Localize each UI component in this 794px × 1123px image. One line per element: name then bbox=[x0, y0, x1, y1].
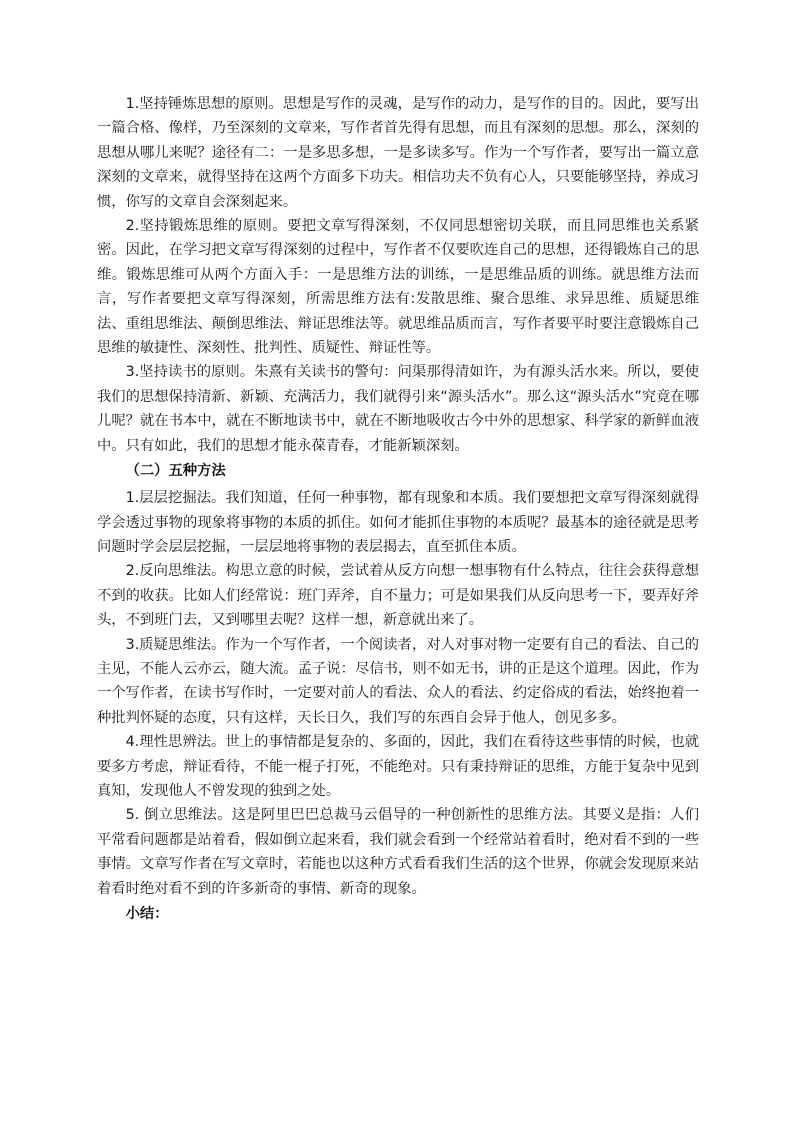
summary-label: 小结： bbox=[125, 906, 169, 922]
principle-paragraph-2: 2.坚持锻炼思维的原则。要把文章写得深刻，不仅同思想密切关联，而且同思维也关系紧密。因此，在学习把文章写得深刻的过程中，写作者不仅要吹连自己的思想，还得锻炼自己的思维。锻炼思维可从两个方面入手：一是思维方法的训练，一是思维品质的训练。就思维方法而言，写作者要把文章写得深刻，所需思维方法有:发散思维、聚合思维、求异思维、质疑思维法、重组思维法、颠倒思维法、辩证思维法等。就思维品质而言，写作者要平时要注意锻炼自己思维的敏捷性、深刻性、批判性、质疑性、辩证性等。 bbox=[97, 218, 699, 357]
method-paragraph-3: 3.质疑思维法。作为一个写作者，一个阅读者，对人对事对物一定要有自己的看法、自己的主见，不能人云亦云，随大流。孟子说：尽信书，则不如无书，讲的正是这个道理。因此，作为一个写作者，在读书写作时，一定要对前人的看法、众人的看法、约定俗成的看法，始终抱着一种批判怀疑的态度，只有这样，天长日久，我们写的东西自会异于他人，创见多多。 bbox=[97, 636, 699, 726]
method-paragraph-2: 2.反向思维法。构思立意的时候，尝试着从反方向想一想事物有什么特点，往往会获得意想不到的收获。比如人们经常说：班门弄斧，自不量力；可是如果我们从反向思考一下，要弄好斧头，不到班门去，又到哪里去呢？这样一想，新意就出来了。 bbox=[97, 563, 699, 629]
method-paragraph-5: 5. 倒立思维法。这是阿里巴巴总裁马云倡导的一种创新性的思维方法。其要义是指：人们平常看问题都是站着看，假如倒立起来看，我们就会看到一个经常站着看时，绝对看不到的一些事情。文章写作者在写文章时，若能也以这种方式看看我们生活的这个世界，你就会发现原来站着看时绝对看不到的许多新奇的事情、新奇的现象。 bbox=[97, 807, 699, 897]
section-heading-five-methods: （二）五种方法 bbox=[125, 463, 226, 480]
principle-paragraph-3: 3.坚持读书的原则。朱熹有关读书的警句：问渠那得清如许，为有源头活水来。所以，要使我们的思想保持清新、新颖、充满活力，我们就得引来“源头活水”。那么这“源头活水”究竟在哪儿呢？就在书本中，就在不断地读书中，就在不断地吸收古今中外的思想家、科学家的新鲜血液中。只有如此，我们的思想才能永葆青春，才能新颖深刻。 bbox=[97, 364, 699, 454]
method-paragraph-1: 1.层层挖掘法。我们知道，任何一种事物，都有现象和本质。我们要想把文章写得深刻就得学会透过事物的现象将事物的本质的抓住。如何才能抓住事物的本质呢？最基本的途径就是思考问题时学会层层挖掘，一层层地将事物的表层揭去，直至抓住本质。 bbox=[97, 490, 699, 555]
document-body bbox=[97, 92, 699, 927]
method-paragraph-4: 4.理性思辨法。世上的事情都是复杂的、多面的，因此，我们在看待这些事情的时候，也就要多方考虑，辩证看待，不能一棍子打死，不能绝对。只有秉持辩证的思维，方能于复杂中见到真知，发现他人不曾发现的独到之处。 bbox=[97, 734, 699, 799]
principle-paragraph-1: 1.坚持锤炼思想的原则。思想是写作的灵魂，是写作的动力，是写作的目的。因此，要写出一篇合格、像样，乃至深刻的文章来，写作者首先得有思想，而且有深刻的思想。那么，深刻的思想从哪儿来呢？途径有二：一是多思多想，一是多读多写。作为一个写作者，要写出一篇立意深刻的文章来，就得坚持在这两个方面多下功夫。相信功夫不负有心人，只要能够坚持，养成习惯，你写的文章自会深刻起来。 bbox=[97, 96, 699, 210]
